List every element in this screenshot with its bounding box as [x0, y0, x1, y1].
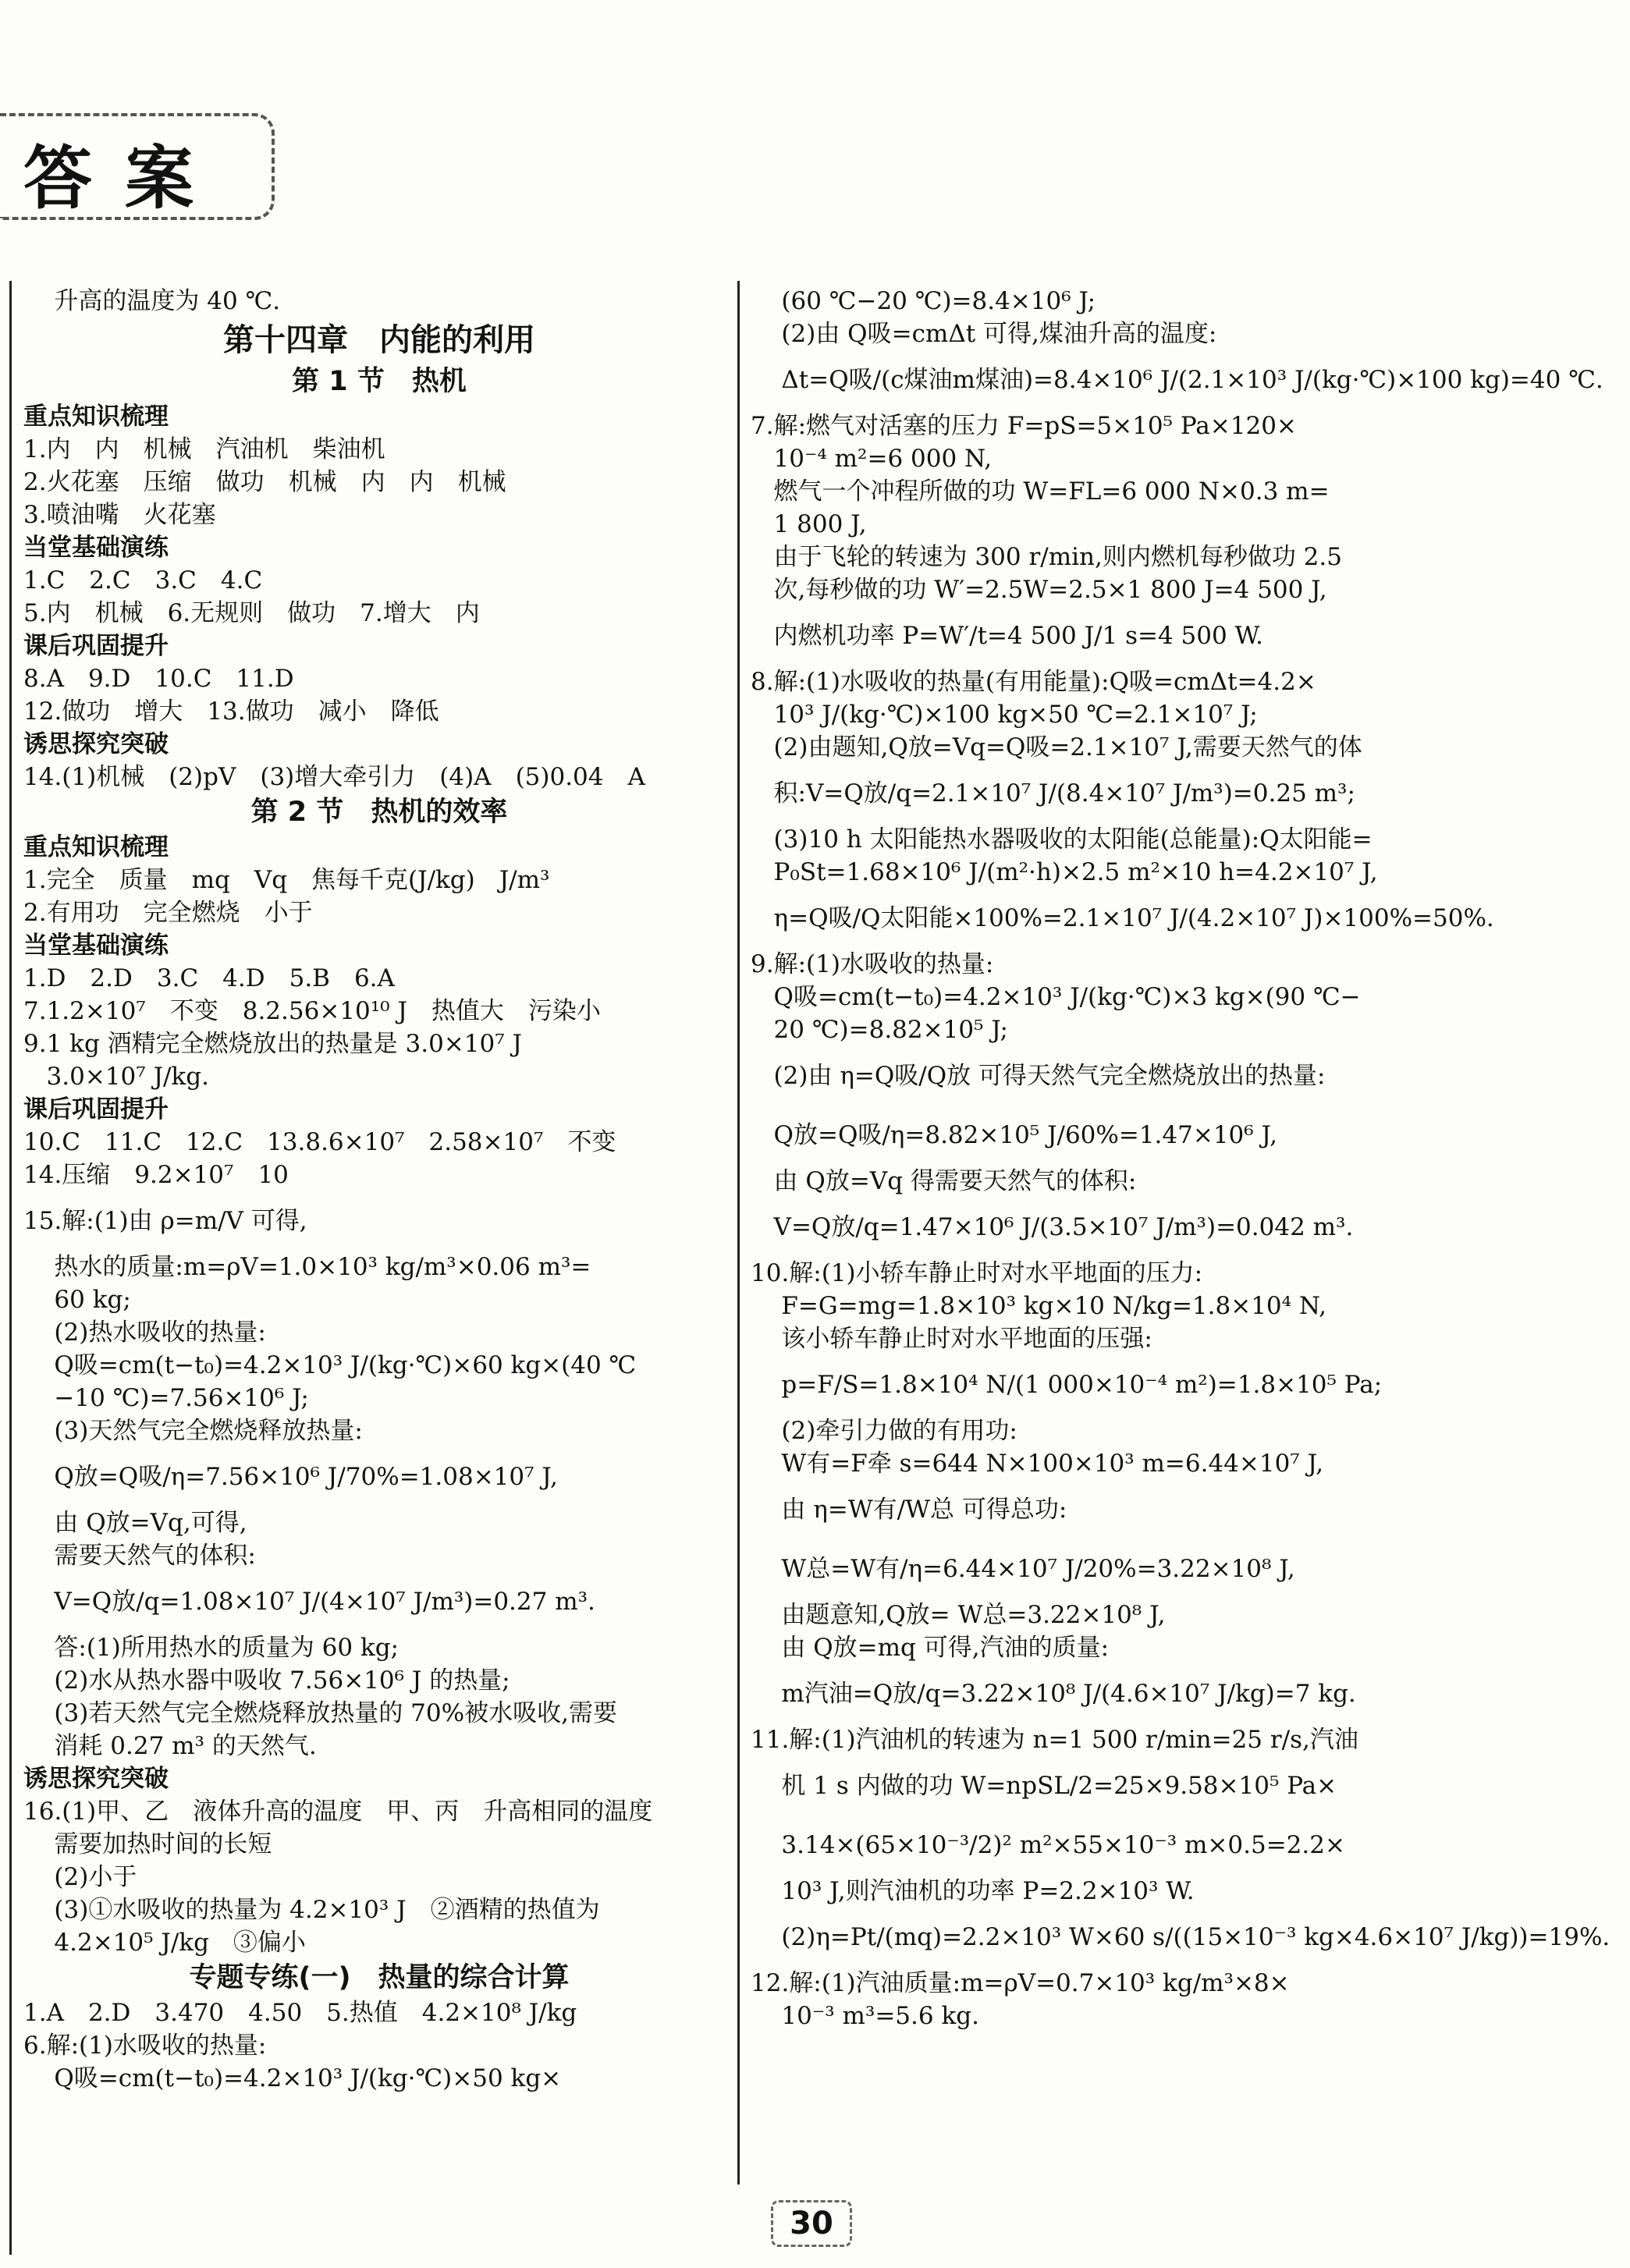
answer-line: (2)热水吸收的热量: [23, 1319, 266, 1347]
answer-line: 9.1 kg 酒精完全燃烧放出的热量是 3.0×10⁷ J [23, 1030, 522, 1058]
answer-line: 由于飞轮的转速为 300 r/min,则内燃机每秒做功 2.5 [751, 543, 1342, 571]
answer-line: (60 ℃−20 ℃)=8.4×10⁶ J; [751, 287, 1096, 315]
formula-line: Δt=Q吸/(c煤油m煤油)=8.4×10⁶ J/(2.1×10³ J/(kg·℃)×100 kg)=40 ℃. [751, 366, 1603, 394]
answer-line: P₀St=1.68×10⁶ J/(m²·h)×2.5 m²×10 h=4.2×10⁷ J, [751, 858, 1378, 886]
answer-line: 3.喷油嘴 火花塞 [23, 501, 216, 529]
answer-line: 答:(1)所用热水的质量为 60 kg; [23, 1634, 399, 1662]
answer-line: 需要加热时间的长短 [23, 1830, 272, 1858]
answer-line: Q吸=cm(t−t₀)=4.2×10³ J/(kg·℃)×60 kg×(40 ℃ [23, 1351, 637, 1379]
answer-line: 11.解:(1)汽油机的转速为 n=1 500 r/min=25 r/s,汽油 [751, 1726, 1358, 1754]
section-title: 第 2 节 热机的效率 [250, 797, 508, 828]
formula-line: 机 1 s 内做的功 W=npSL/2=25×9.58×10⁵ Pa× [751, 1772, 1337, 1800]
subsection-heading: 重点知识梳理 [23, 403, 169, 431]
answer-line: 12.做功 增大 13.做功 减小 降低 [23, 697, 439, 726]
answer-line: (3)10 h 太阳能热水器吸收的太阳能(总能量):Q太阳能= [751, 825, 1373, 854]
formula-line: 15.解:(1)由 ρ=m/V 可得, [23, 1207, 307, 1235]
answer-line: 60 kg; [23, 1286, 131, 1314]
answer-line: 8.A 9.D 10.C 11.D [23, 665, 294, 693]
formula-line: η=Q吸/Q太阳能×100%=2.1×10⁷ J/(4.2×10⁷ J)×100%=50%. [751, 904, 1494, 932]
answer-line: 由 Q放=mq 可得,汽油的质量: [751, 1634, 1110, 1662]
answer-line: (3)若天然气完全燃烧释放热量的 70%被水吸收,需要 [23, 1699, 617, 1727]
answer-line: (2)由 Q吸=cmΔt 可得,煤油升高的温度: [751, 320, 1217, 348]
answer-line: 4.2×10⁵ J/kg ③偏小 [23, 1929, 306, 1957]
formula-line: W总=W有/η=6.44×10⁷ J/20%=3.22×10⁸ J, [751, 1555, 1295, 1583]
answer-line: 16.(1)甲、乙 液体升高的温度 甲、丙 升高相同的温度 [23, 1798, 653, 1826]
answer-line: 14.压缩 9.2×10⁷ 10 [23, 1161, 289, 1189]
answer-line: 1.D 2.D 3.C 4.D 5.B 6.A [23, 964, 395, 992]
answer-line: 1 800 J, [751, 510, 867, 538]
answer-line: 2.有用功 完全燃烧 小于 [23, 899, 313, 927]
answer-line: 10⁻⁴ m²=6 000 N, [751, 445, 993, 473]
answer-line: (3)天然气完全燃烧释放热量: [23, 1417, 363, 1445]
answer-line: 1.内 内 机械 汽油机 柴油机 [23, 435, 385, 463]
formula-line: (2)η=Pt/(mq)=2.2×10³ W×60 s/((15×10⁻³ kg×4.6×10⁷ J/kg))=19%. [751, 1923, 1610, 1951]
answer-line: (2)牵引力做的有用功: [751, 1417, 1017, 1445]
answer-line: 该小轿车静止时对水平地面的压强: [751, 1325, 1152, 1353]
answer-line: Q吸=cm(t−t₀)=4.2×10³ J/(kg·℃)×50 kg× [23, 2064, 562, 2092]
answer-title: 答案 [23, 138, 227, 218]
formula-line: p=F/S=1.8×10⁴ N/(1 000×10⁻⁴ m²)=1.8×10⁵ Pa; [751, 1371, 1383, 1399]
answer-header-box [0, 113, 275, 220]
answer-line: (2)小于 [23, 1863, 137, 1891]
formula-line: m汽油=Q放/q=3.22×10⁸ J/(4.6×10⁷ J/kg)=7 kg. [751, 1680, 1356, 1708]
left-margin-rule [9, 281, 12, 2255]
answer-line: Q吸=cm(t−t₀)=4.2×10³ J/(kg·℃)×3 kg×(90 ℃− [751, 983, 1361, 1011]
formula-line: 积:V=Q放/q=2.1×10⁷ J/(8.4×10⁷ J/m³)=0.25 m³; [751, 779, 1355, 807]
subsection-heading: 当堂基础演练 [23, 534, 169, 562]
page-number: 30 [771, 2200, 852, 2247]
answer-line: 次,每秒做的功 W′=2.5W=2.5×1 800 J=4 500 J, [751, 576, 1327, 604]
answer-line: 由 Q放=Vq 得需要天然气的体积: [751, 1167, 1137, 1195]
answer-line: 升高的温度为 40 ℃. [23, 287, 281, 315]
right-column [751, 285, 1609, 2032]
answer-line: W有=F牵 s=644 N×100×10³ m=6.44×10⁷ J, [751, 1450, 1324, 1478]
answer-line: 由题意知,Q放= W总=3.22×10⁸ J, [751, 1601, 1166, 1629]
chapter-title: 第十四章 内能的利用 [223, 322, 535, 358]
answer-line: 7.1.2×10⁷ 不变 8.2.56×10¹⁰ J 热值大 污染小 [23, 997, 601, 1025]
section-title: 专题专练(一) 热量的综合计算 [189, 1962, 570, 1993]
answer-line: 10³ J,则汽油机的功率 P=2.2×10³ W. [751, 1877, 1195, 1905]
subsection-heading: 重点知识梳理 [23, 833, 169, 861]
formula-line: 由 η=W有/W总 可得总功: [751, 1496, 1067, 1524]
answer-line: 1.A 2.D 3.470 4.50 5.热值 4.2×10⁸ J/kg [23, 1999, 577, 2027]
answer-line: (2)水从热水器中吸收 7.56×10⁶ J 的热量; [23, 1666, 510, 1695]
answer-line: F=G=mg=1.8×10³ kg×10 N/kg=1.8×10⁴ N, [751, 1292, 1326, 1320]
answer-line: 6.解:(1)水吸收的热量: [23, 2032, 267, 2060]
column-divider [737, 281, 740, 2185]
answer-line: 1.C 2.C 3.C 4.C [23, 566, 263, 595]
answer-line: −10 ℃)=7.56×10⁶ J; [23, 1384, 309, 1412]
answer-line: 9.解:(1)水吸收的热量: [751, 950, 994, 978]
answer-line: 10³ J/(kg·℃)×100 kg×50 ℃=2.1×10⁷ J; [751, 701, 1258, 729]
answer-line: 10.解:(1)小轿车静止时对水平地面的压力: [751, 1259, 1203, 1287]
answer-line: 3.0×10⁷ J/kg. [23, 1063, 209, 1091]
formula-line: Q放=Q吸/η=8.82×10⁵ J/60%=1.47×10⁶ J, [751, 1121, 1278, 1149]
answer-line: 10⁻³ m³=5.6 kg. [751, 2002, 979, 2030]
subsection-heading: 当堂基础演练 [23, 932, 169, 960]
left-column [23, 285, 735, 2095]
answer-line: 7.解:燃气对活塞的压力 F=pS=5×10⁵ Pa×120× [751, 412, 1297, 440]
formula-line: 内燃机功率 P=W′/t=4 500 J/1 s=4 500 W. [751, 622, 1263, 650]
answer-line: 消耗 0.27 m³ 的天然气. [23, 1732, 317, 1760]
answer-line: 20 ℃)=8.82×10⁵ J; [751, 1016, 1008, 1044]
answer-line: 5.内 机械 6.无规则 做功 7.增大 内 [23, 599, 480, 627]
section-title: 第 1 节 热机 [292, 366, 467, 397]
formula-line: Q放=Q吸/η=7.56×10⁶ J/70%=1.08×10⁷ J, [23, 1463, 558, 1491]
answer-line: 14.(1)机械 (2)pV (3)增大牵引力 (4)A (5)0.04 A [23, 763, 645, 791]
subsection-heading: 诱思探究突破 [23, 730, 169, 758]
answer-line: (3)①水吸收的热量为 4.2×10³ J ②酒精的热值为 [23, 1896, 600, 1924]
subsection-heading: 课后巩固提升 [23, 1095, 169, 1123]
answer-line: 8.解:(1)水吸收的热量(有用能量):Q吸=cmΔt=4.2× [751, 668, 1316, 696]
subsection-heading: 诱思探究突破 [23, 1765, 169, 1793]
formula-line: 3.14×(65×10⁻³/2)² m²×55×10⁻³ m×0.5=2.2× [751, 1831, 1345, 1859]
subsection-heading: 课后巩固提升 [23, 632, 169, 660]
answer-line: 燃气一个冲程所做的功 W=FL=6 000 N×0.3 m= [751, 477, 1330, 506]
answer-line: (2)由题知,Q放=Vq=Q吸=2.1×10⁷ J,需要天然气的体 [751, 733, 1362, 761]
answer-line: 热水的质量:m=ρV=1.0×10³ kg/m³×0.06 m³= [23, 1253, 591, 1281]
formula-line: (2)由 η=Q吸/Q放 可得天然气完全燃烧放出的热量: [751, 1062, 1326, 1090]
answer-line: 1.完全 质量 mq Vq 焦每千克(J/kg) J/m³ [23, 866, 550, 894]
answer-line: 2.火花塞 压缩 做功 机械 内 内 机械 [23, 468, 506, 496]
answer-line: 10.C 11.C 12.C 13.8.6×10⁷ 2.58×10⁷ 不变 [23, 1128, 616, 1156]
answer-line: 12.解:(1)汽油质量:m=ρV=0.7×10³ kg/m³×8× [751, 1969, 1290, 1997]
formula-line: V=Q放/q=1.47×10⁶ J/(3.5×10⁷ J/m³)=0.042 m³. [751, 1213, 1354, 1241]
answer-line: 需要天然气的体积: [23, 1542, 256, 1570]
answer-line: 由 Q放=Vq,可得, [23, 1509, 247, 1537]
formula-line: V=Q放/q=1.08×10⁷ J/(4×10⁷ J/m³)=0.27 m³. [23, 1588, 595, 1616]
